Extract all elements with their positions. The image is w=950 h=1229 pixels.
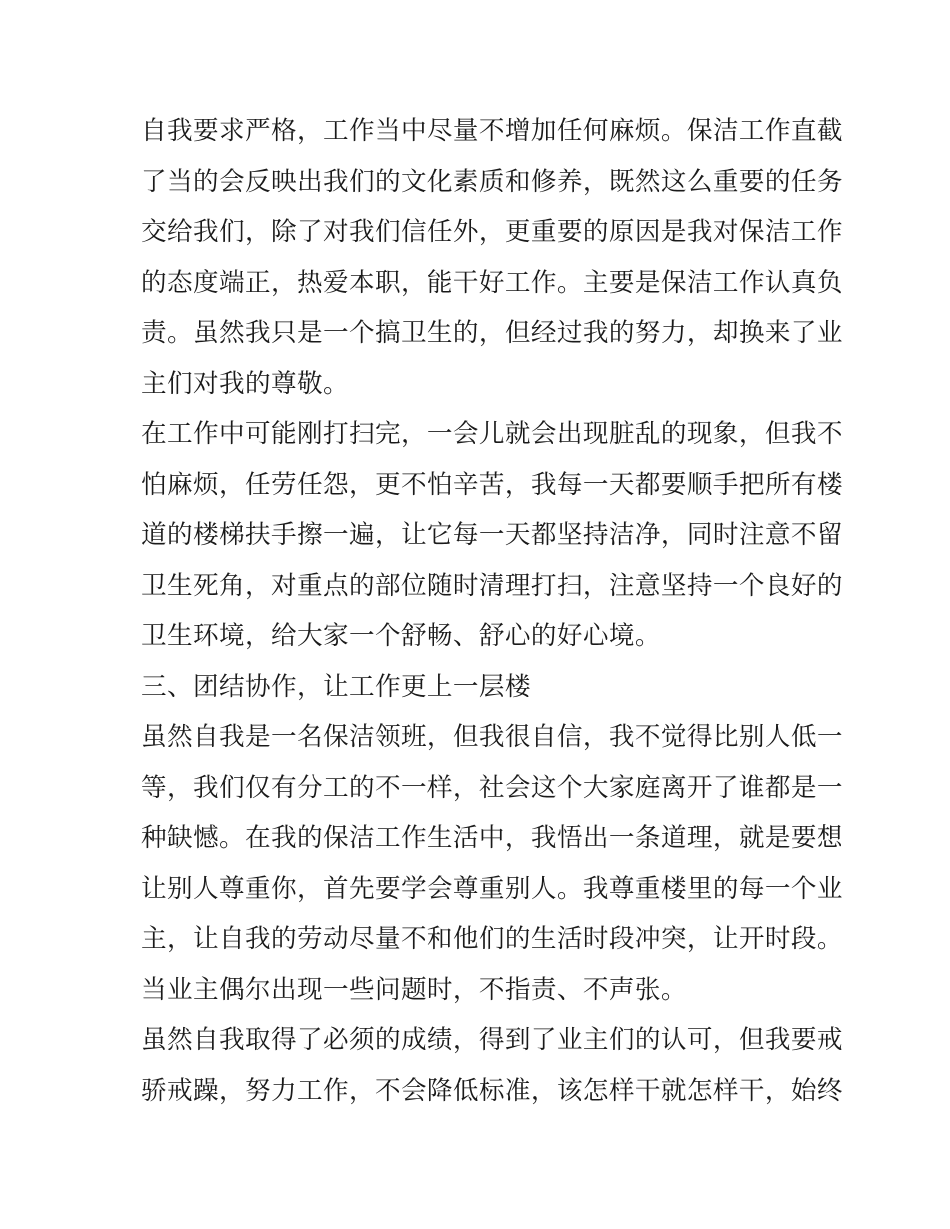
text-line: 种缺憾。在我的保洁工作生活中，我悟出一条道理，就是要想 [141, 823, 843, 853]
text-line: 怕麻烦，任劳任怨，更不怕辛苦，我每一天都要顺手把所有楼 [141, 469, 843, 500]
text-line: 等，我们仅有分工的不一样，社会这个大家庭离开了谁都是一 [141, 772, 843, 803]
section-heading: 三、团结协作，让工作更上一层楼 [141, 671, 531, 702]
text-line: 当业主偶尔出现一些问题时，不指责、不声张。 [141, 974, 687, 1005]
text-line: 虽然自我取得了必须的成绩，得到了业主们的认可，但我要戒 [141, 1025, 843, 1055]
text-line: 卫生环境，给大家一个舒畅、舒心的好心境。 [141, 621, 661, 651]
body-text [141, 106, 843, 1116]
text-line: 卫生死角，对重点的部位随时清理打扫，注意坚持一个良好的 [141, 570, 843, 601]
text-line: 骄戒躁，努力工作，不会降低标准，该怎样干就怎样干，始终 [141, 1075, 843, 1106]
text-line: 主，让自我的劳动尽量不和他们的生活时段冲突，让开时段。 [141, 924, 843, 954]
text-line: 道的楼梯扶手擦一遍，让它每一天都坚持洁净，同时注意不留 [141, 520, 843, 550]
text-line: 交给我们，除了对我们信任外，更重要的原因是我对保洁工作 [141, 217, 843, 247]
text-line: 责。虽然我只是一个搞卫生的，但经过我的努力，却换来了业 [141, 318, 843, 348]
text-line: 主们对我的尊敬。 [141, 368, 349, 399]
text-line: 自我要求严格，工作当中尽量不增加任何麻烦。保洁工作直截 [141, 116, 843, 146]
text-line: 在工作中可能刚打扫完，一会儿就会出现脏乱的现象，但我不 [141, 419, 843, 449]
text-line: 让别人尊重你，首先要学会尊重别人。我尊重楼里的每一个业 [141, 873, 843, 904]
text-line: 的态度端正，热爱本职，能干好工作。主要是保洁工作认真负 [141, 267, 843, 298]
text-line: 了当的会反映出我们的文化素质和修养，既然这么重要的任务 [141, 166, 843, 197]
text-line: 虽然自我是一名保洁领班，但我很自信，我不觉得比别人低一 [141, 722, 843, 752]
